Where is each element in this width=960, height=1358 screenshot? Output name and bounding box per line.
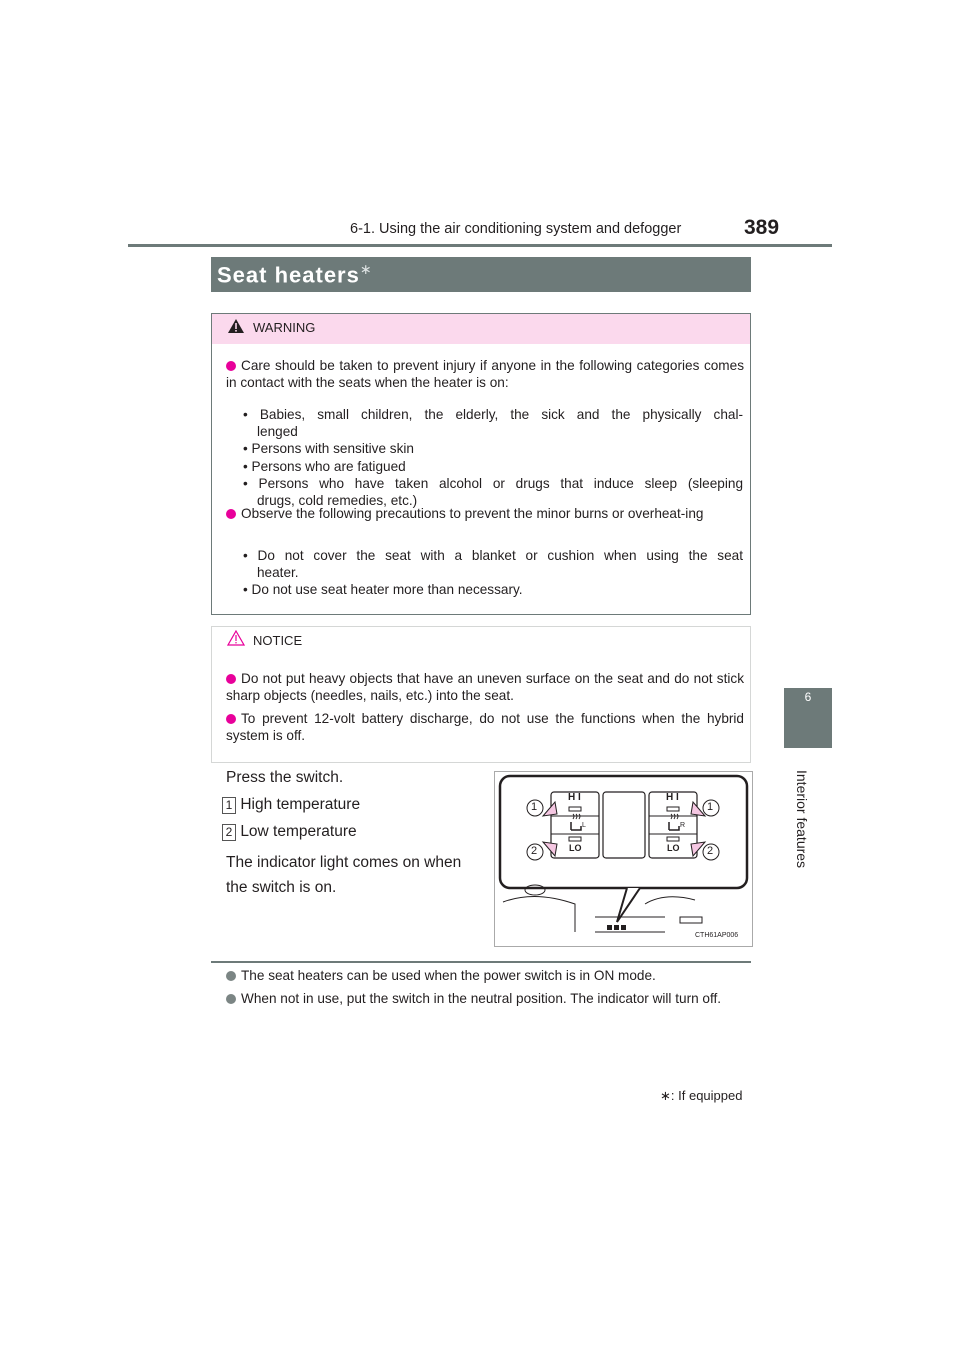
list-item: • Persons with sensitive skin (243, 441, 414, 457)
low-temperature-label: Low temperature (240, 823, 357, 840)
running-header: 6-1. Using the air conditioning system and defogger (350, 221, 682, 237)
right-seat-letter: R (680, 822, 686, 829)
note-1-text: The seat heaters can be used when the power switch is in ON mode. (241, 968, 656, 983)
notice-item-1 (226, 670, 744, 704)
note-2 (226, 990, 750, 1007)
bullet-icon (226, 361, 236, 371)
warning-triangle-icon (227, 318, 245, 334)
section-title (217, 261, 373, 288)
notice-triangle-icon (227, 630, 245, 646)
notice-label: NOTICE (253, 633, 303, 648)
warning-item-1-text: Care should be taken to prevent injury if anyone in the following categories comes in contact with the seats when the heater is on: (226, 358, 744, 390)
seat-heater-switch-figure (494, 771, 753, 947)
notes-divider (211, 961, 751, 963)
notice-item-2-text: To prevent 12-volt battery discharge, do not use the functions when the hybrid system is off. (226, 711, 744, 743)
callout-1-right: 1 (707, 801, 714, 813)
list-item: • Do not use seat heater more than necessary. (243, 582, 523, 598)
chapter-label: Interior features (794, 770, 810, 869)
indicator-description (226, 850, 461, 900)
bullet-icon (226, 994, 236, 1004)
footnote-text: : If equipped (670, 1088, 743, 1103)
right-lo-label: LO (667, 843, 680, 853)
page-number: 389 (744, 216, 780, 239)
bullet-icon (226, 674, 236, 684)
bullet-icon (226, 971, 236, 981)
list-item: • Do not cover the seat with a blanket or cushion when using the seat (243, 548, 743, 563)
callout-2-right: 2 (707, 845, 714, 857)
callout-2-left: 2 (531, 845, 538, 857)
section-title-text: Seat heaters (217, 262, 360, 288)
list-item: • Persons who are fatigued (243, 458, 406, 474)
header-rule (128, 244, 832, 247)
instruction-press: Press the switch. (226, 769, 344, 786)
figure-code: CTH61AP006 (695, 932, 739, 939)
instruction-low (222, 823, 357, 841)
if-equipped-asterisk: ∗ (359, 261, 373, 277)
list-item: heater. (257, 565, 299, 581)
chapter-number: 6 (804, 690, 812, 704)
left-lo-label: LO (569, 843, 582, 853)
warning-item-2-text: Observe the following precautions to prevent the minor burns or overheat-ing (241, 506, 704, 521)
warning-item-2 (226, 505, 744, 522)
callout-number-1: 1 (222, 797, 236, 814)
list-item: lenged (257, 424, 298, 440)
bullet-icon (226, 509, 236, 519)
notice-item-1-text: Do not put heavy objects that have an uneven surface on the seat and do not stick sharp objects (needles, nails, etc.) into the seat. (226, 671, 744, 703)
left-hi-label: H I (568, 792, 581, 803)
notice-item-2 (226, 710, 744, 744)
warning-item-1-sublist (243, 406, 743, 509)
indicator-line-1: The indicator light comes on when (226, 854, 462, 871)
warning-label: WARNING (253, 320, 316, 335)
list-item: • Persons who have taken alcohol or drugs that induce sleep (sleeping (243, 475, 743, 491)
callout-1-left: 1 (531, 801, 538, 813)
indicator-line-2: the switch is on. (226, 879, 337, 896)
bullet-icon (226, 714, 236, 724)
left-seat-letter: L (582, 822, 586, 829)
note-1 (226, 967, 750, 984)
list-item: • Babies, small children, the elderly, the sick and the physically chal- (243, 407, 743, 422)
seat-heater-illustration (495, 772, 752, 946)
list-item: drugs, cold remedies, etc.) (257, 493, 418, 509)
right-hi-label: H I (666, 792, 679, 803)
footnote-asterisk: ∗ (660, 1088, 671, 1103)
callout-number-2: 2 (222, 824, 236, 841)
high-temperature-label: High temperature (240, 796, 361, 813)
note-2-text: When not in use, put the switch in the neutral position. The indicator will turn off. (241, 991, 722, 1006)
footnote (660, 1088, 742, 1104)
instruction-high (222, 796, 360, 814)
warning-item-1 (226, 357, 744, 391)
warning-item-2-sublist (243, 547, 743, 599)
